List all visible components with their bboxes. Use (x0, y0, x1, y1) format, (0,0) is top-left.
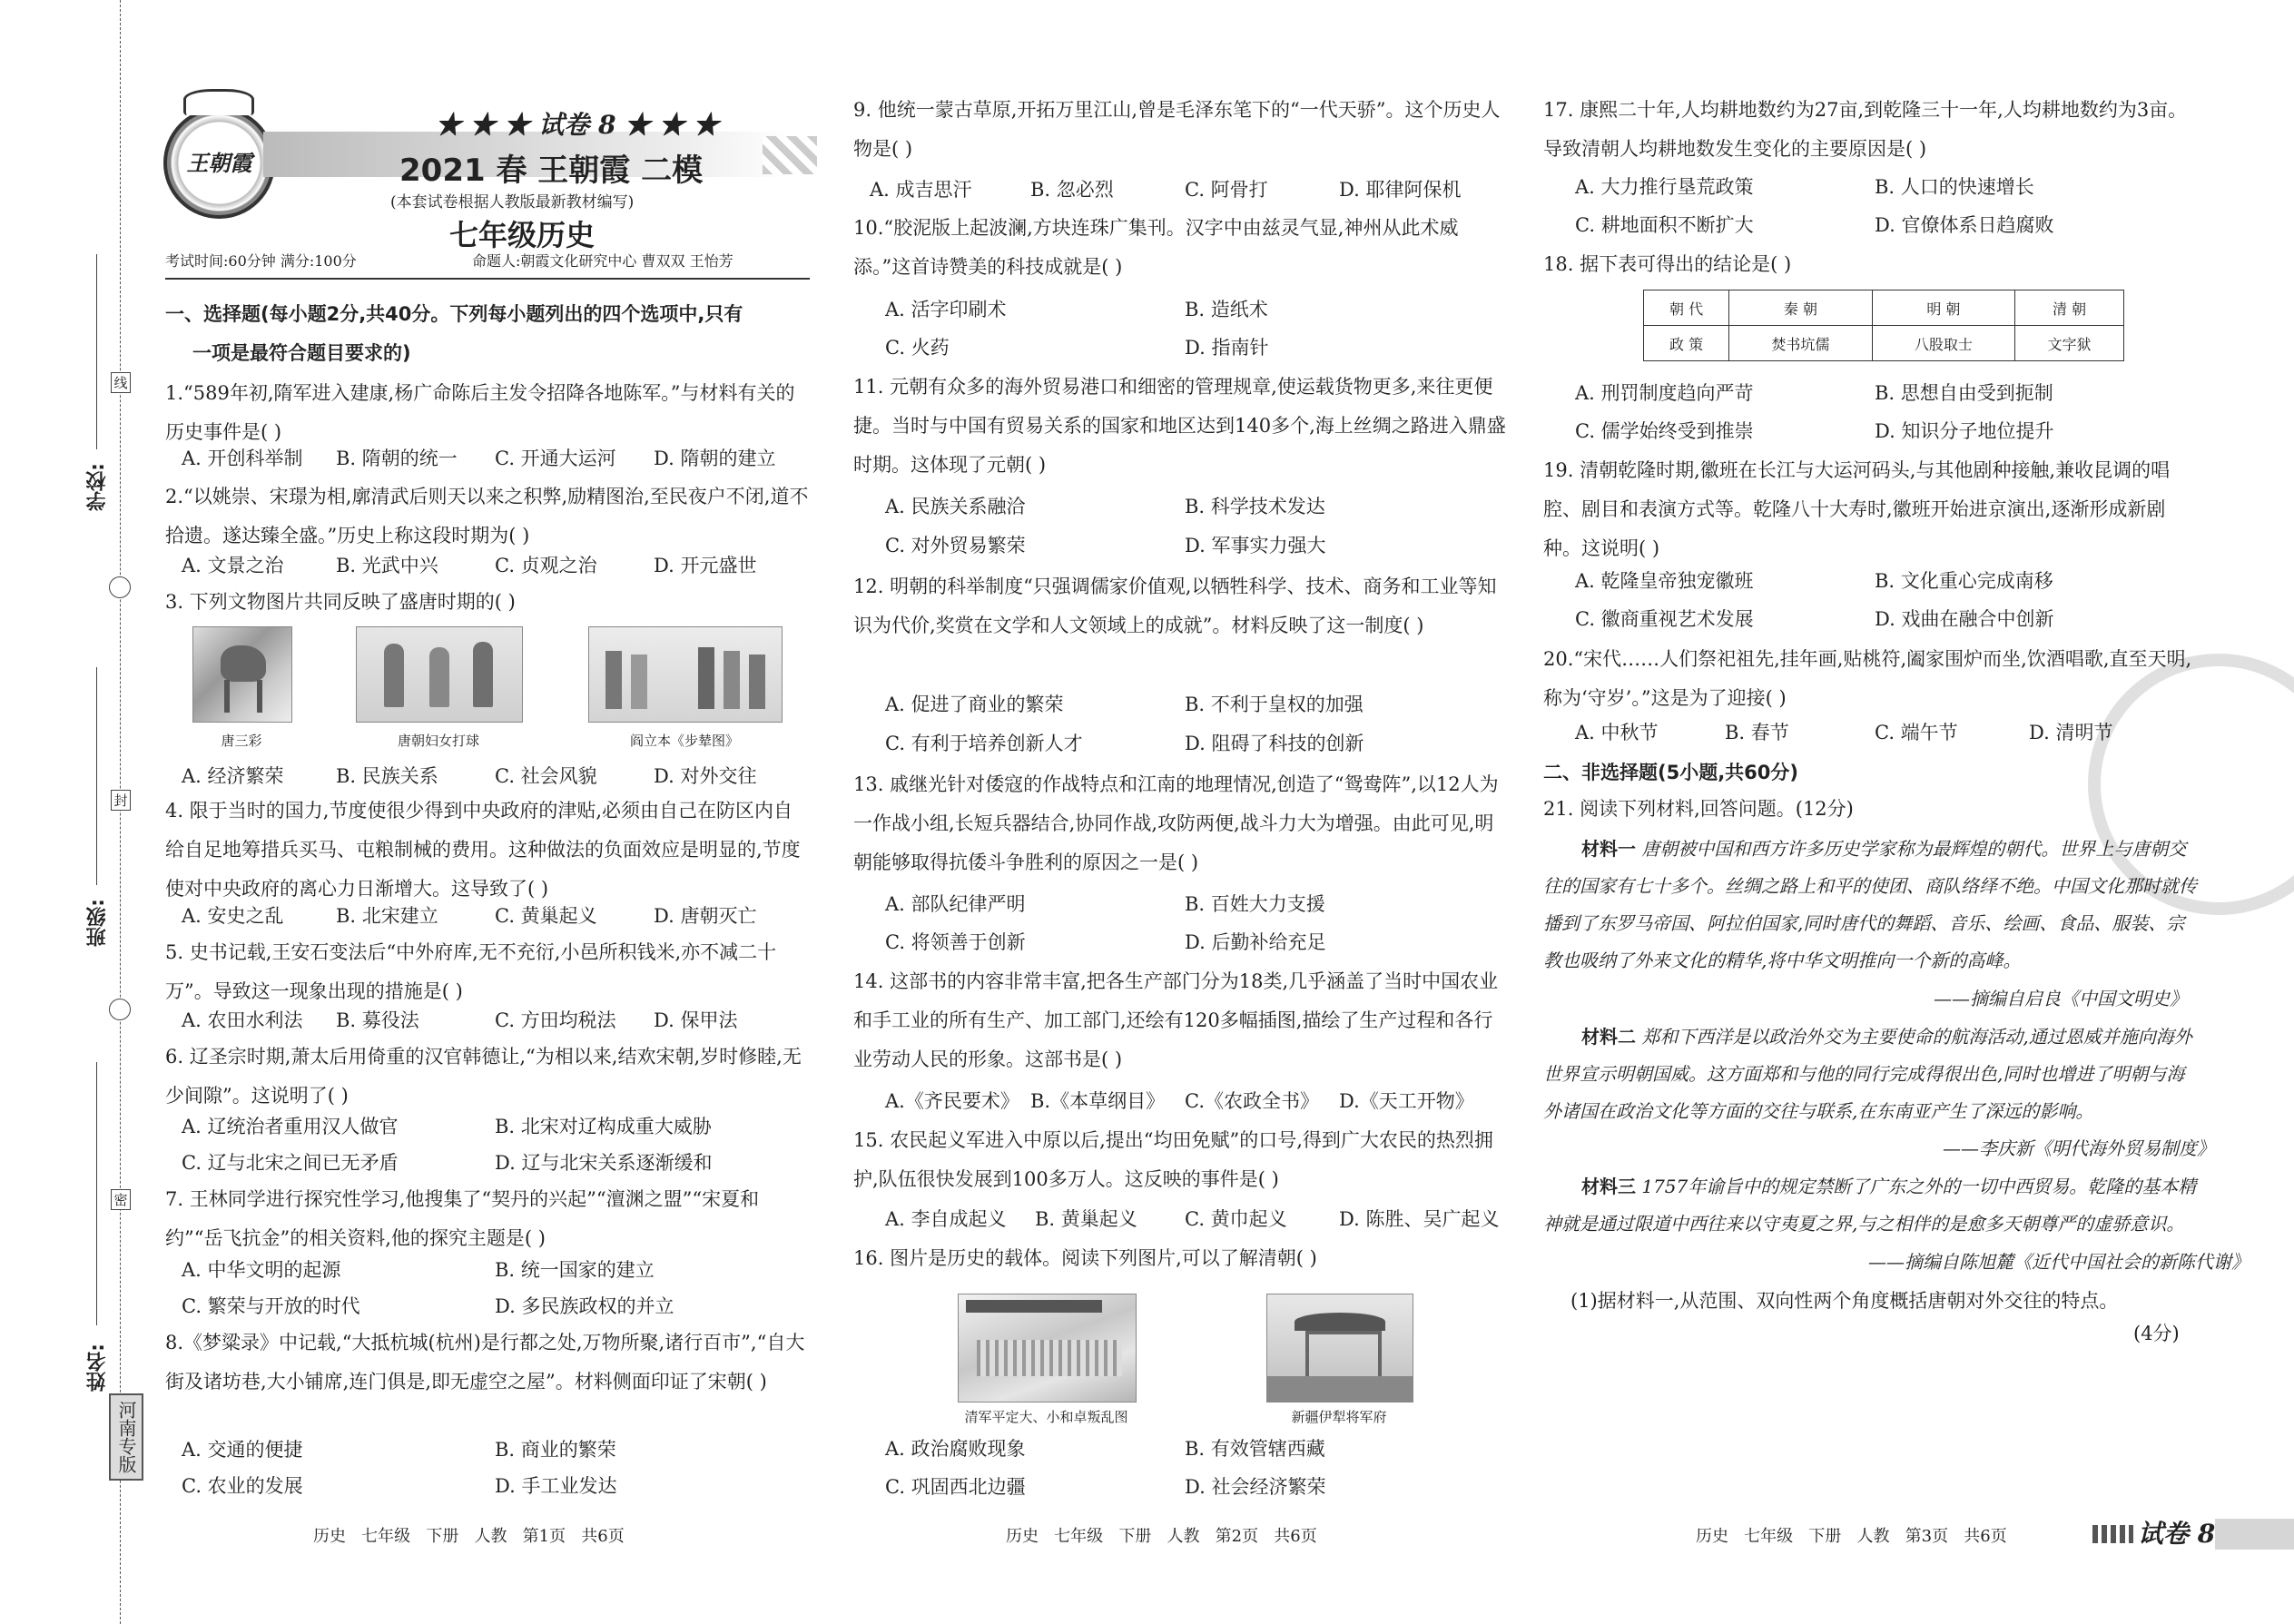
tang-sancai-image (192, 626, 292, 723)
star-icon: ★ ★ ★ (615, 110, 719, 140)
seal-circle-1 (109, 576, 131, 598)
q8-option-b[interactable]: B. 商业的繁荣 (495, 1439, 616, 1461)
question-14: 14. 这部书的内容非常丰富,把各生产部门分为18类,几乎涵盖了当时中国农业和手工业的所有生产、加工部门,还绘有120多幅插图,描绘了生产过程和各行业劳动人民的形象。这部书是( ) (853, 970, 1499, 1070)
q7-option-b[interactable]: B. 统一国家的建立 (495, 1259, 655, 1281)
question-18: 18. 据下表可得出的结论是( ) (1543, 253, 1792, 275)
exam-title: 2021 春 王朝霞 二模 (399, 153, 704, 189)
q9-option-a[interactable]: A. 成吉思汗 (870, 179, 972, 201)
q16-option-a[interactable]: A. 政治腐败现象 (885, 1438, 1026, 1460)
material-label: 材料三 (1581, 1176, 1636, 1197)
women-polo-image (356, 626, 523, 723)
q3-caption-1: 唐三彩 (221, 733, 262, 749)
q12-option-a[interactable]: A. 促进了商业的繁荣 (885, 694, 1064, 715)
table-row (1644, 290, 2124, 326)
footer-page-2: 历史 七年级 下册 人教 第2页 共6页 (1006, 1527, 1317, 1546)
q3-option-b[interactable]: B. 民族关系 (336, 765, 438, 787)
q6-option-a[interactable]: A. 辽统治者重用汉人做官 (182, 1116, 399, 1137)
q3-option-a[interactable]: A. 经济繁荣 (182, 765, 284, 787)
q20-option-a[interactable]: A. 中秋节 (1575, 722, 1659, 743)
table-cell: 焚书坑儒 (1729, 326, 1872, 361)
question-1: 1.“589年初,隋军进入建康,杨广命陈后主发令招降各地陈军。”与材料有关的历史事件是( ) (165, 382, 795, 443)
q3-option-c[interactable]: C. 社会风貌 (495, 765, 597, 787)
question-5: 5. 史书记载,王安石变法后“中外府库,无不充衍,小邑所积钱米,亦不减二十万”。导致这一现象出现的措施是( ) (165, 941, 777, 1002)
footer-page-1: 历史 七年级 下册 人教 第1页 共6页 (313, 1527, 625, 1546)
q15-option-b[interactable]: B. 黄巢起义 (1035, 1208, 1137, 1230)
q10-option-c[interactable]: C. 火药 (885, 337, 950, 359)
q16-option-c[interactable]: C. 巩固西北边疆 (885, 1476, 1026, 1498)
seal-circle-2 (109, 999, 131, 1020)
q2-option-c[interactable]: C. 贞观之治 (495, 555, 597, 576)
q16-option-d[interactable]: D. 社会经济繁荣 (1185, 1476, 1326, 1498)
q18-option-b[interactable]: B. 思想自由受到扼制 (1875, 382, 2053, 404)
binding-strip (36, 0, 136, 1624)
q21-subquestion-1: (1)据材料一,从范围、双向性两个角度概括唐朝对外交往的特点。 (1570, 1290, 2119, 1312)
q16-caption-2: 新疆伊犁将军府 (1291, 1409, 1387, 1425)
q4-option-c[interactable]: C. 黄巢起义 (495, 905, 597, 927)
q12-option-d[interactable]: D. 阻碍了科技的创新 (1185, 733, 1364, 754)
table-cell: 政 策 (1644, 326, 1729, 361)
yili-general-mansion-image (1266, 1294, 1413, 1403)
secret-mark: 密 (111, 1189, 131, 1210)
q6-option-c[interactable]: C. 辽与北宋之间已无矛盾 (182, 1152, 399, 1174)
authors: 命题人:朝霞文化研究中心 曹双双 王怡芳 (472, 252, 733, 270)
q20-option-b[interactable]: B. 春节 (1725, 722, 1789, 743)
qing-battle-map-image (958, 1294, 1137, 1403)
q15-option-c[interactable]: C. 黄巾起义 (1185, 1208, 1287, 1230)
q13-option-d[interactable]: D. 后勤补给充足 (1185, 931, 1326, 953)
q8-option-c[interactable]: C. 农业的发展 (182, 1475, 303, 1497)
seal-mark: 封 (111, 790, 131, 811)
table-cell: 朝 代 (1644, 290, 1729, 326)
material-label: 材料二 (1581, 1026, 1636, 1048)
q15-option-d[interactable]: D. 陈胜、吴广起义 (1339, 1208, 1500, 1230)
question-15: 15. 农民起义军进入中原以后,提出“均田免赋”的口号,得到广大农民的热烈拥护,队伍很快发展到100多万人。这反映的事件是( ) (853, 1129, 1493, 1190)
q13-option-a[interactable]: A. 部队纪律严明 (885, 893, 1026, 915)
q2-option-d[interactable]: D. 开元盛世 (654, 555, 757, 576)
q10-option-d[interactable]: D. 指南针 (1185, 337, 1269, 359)
question-4: 4. 限于当时的国力,节度使很少得到中央政府的津贴,必须由自己在防区内自给自足地筹措兵买马、屯粮制械的费用。这种做法的负面效应是明显的,节度使对中央政府的离心力日渐增大。这导致了( ) (165, 800, 801, 900)
question-19: 19. 清朝乾隆时期,徽班在长江与大运河码头,与其他剧种接触,兼收昆调的唱腔、剧目和表演方式等。乾隆八十大寿时,徽班开始进京演出,逐渐形成新剧种。这说明( ) (1543, 459, 2171, 559)
q16-option-b[interactable]: B. 有效管辖西藏 (1185, 1438, 1325, 1460)
question-17: 17. 康熙二十年,人均耕地数约为27亩,到乾隆三十一年,人均耕地数约为3亩。导致清朝人均耕地数发生变化的主要原因是( ) (1543, 99, 2188, 160)
table-cell: 明 朝 (1872, 290, 2014, 326)
q9-option-d[interactable]: D. 耶律阿保机 (1339, 179, 1462, 201)
footer-page-3: 历史 七年级 下册 人教 第3页 共6页 (1696, 1527, 2007, 1546)
q8-option-d[interactable]: D. 手工业发达 (495, 1475, 617, 1497)
q4-option-a[interactable]: A. 安史之乱 (182, 905, 284, 927)
q3-option-d[interactable]: D. 对外交往 (654, 765, 757, 787)
q16-caption-1: 清军平定大、小和卓叛乱图 (964, 1409, 1128, 1425)
table-cell: 清 朝 (2015, 290, 2124, 326)
footer-badge: 试卷 8 (2138, 1519, 2216, 1549)
q21-material-1: 材料一 唐朝被中国和西方许多历史学家称为最辉煌的朝代。世界上与唐朝交往的国家有七十多个。丝绸之路上和平的使团、商队络绎不绝。中国文化那时就传播到了东罗马帝国、阿拉伯国家,同时唐代的舞蹈、音乐、绘画、食品、服装、宗教也吸纳了外来文化的精华,将中华文明推向一个新的高峰。 (1543, 838, 2197, 971)
q14-option-c[interactable]: C.《农政全书》 (1185, 1090, 1319, 1112)
q21-material-3-source: ——摘编自陈旭麓《近代中国社会的新陈代谢》 (1861, 1244, 2250, 1281)
q12-option-c[interactable]: C. 有利于培养创新人才 (885, 733, 1083, 754)
q18-option-d[interactable]: D. 知识分子地位提升 (1875, 420, 2054, 442)
q10-option-b[interactable]: B. 造纸术 (1185, 299, 1268, 320)
q19-option-d[interactable]: D. 戏曲在融合中创新 (1875, 608, 2054, 630)
q17-option-c[interactable]: C. 耕地面积不断扩大 (1575, 214, 1754, 236)
header-divider (165, 278, 810, 280)
q5-option-d[interactable]: D. 保甲法 (654, 1009, 738, 1031)
bunian-tu-image (588, 626, 783, 723)
question-6: 6. 辽圣宗时期,萧太后用倚重的汉官韩德让,“为相以来,结欢宋朝,岁时修睦,无少间隙”。这说明了( ) (165, 1046, 802, 1107)
school-label: 学校: (86, 463, 109, 511)
section2-heading: 二、非选择题(5小题,共60分) (1543, 762, 1799, 783)
exam-info: 考试时间:60分钟 满分:100分 (165, 252, 357, 270)
q11-option-b[interactable]: B. 科学技术发达 (1185, 496, 1325, 517)
q17-option-b[interactable]: B. 人口的快速增长 (1875, 176, 2034, 198)
table-cell: 文字狱 (2015, 326, 2124, 361)
question-21: 21. 阅读下列材料,回答问题。(12分) (1543, 798, 1854, 820)
question-2: 2.“以姚崇、宋璟为相,廓清武后则天以来之积弊,励精图治,至民夜户不闭,道不拾遗。遂达臻全盛。”历史上称这段时期为( ) (165, 486, 809, 546)
q20-option-c[interactable]: C. 端午节 (1875, 722, 1958, 743)
q19-option-a[interactable]: A. 乾隆皇帝独宠徽班 (1575, 570, 1754, 592)
line-mark: 线 (111, 372, 131, 393)
series-label: ★ ★ ★ 试卷 8 ★ ★ ★ (436, 110, 719, 140)
q1-option-c[interactable]: C. 开通大运河 (495, 448, 616, 469)
q6-option-b[interactable]: B. 北宋对辽构成重大威胁 (495, 1116, 712, 1137)
q4-option-b[interactable]: B. 北宋建立 (336, 905, 438, 927)
subject-title: 七年级历史 (449, 218, 596, 252)
question-11: 11. 元朝有众多的海外贸易港口和细密的管理规章,使运载货物更多,来往更便捷。当时与中国有贸易关系的国家和地区达到140多个,海上丝绸之路进入鼎盛时期。这体现了元朝( ) (853, 376, 1506, 476)
q2-option-b[interactable]: B. 光武中兴 (336, 555, 438, 576)
q21-subquestion-1-score: (4分) (2133, 1323, 2180, 1344)
q6-option-d[interactable]: D. 辽与北宋关系逐渐缓和 (495, 1152, 713, 1174)
class-label: 班级: (86, 899, 109, 947)
question-9: 9. 他统一蒙古草原,开拓万里江山,曾是毛泽东笔下的“一代天骄”。这个历史人物是( ) (853, 99, 1501, 160)
q17-option-d[interactable]: D. 官僚体系日趋腐败 (1875, 214, 2054, 236)
q13-option-c[interactable]: C. 将领善于创新 (885, 931, 1026, 953)
q11-option-d[interactable]: D. 军事实力强大 (1185, 535, 1326, 556)
q2-option-a[interactable]: A. 文景之治 (182, 555, 284, 576)
question-8: 8.《梦粱录》中记载,“大抵杭城(杭州)是行都之处,万物所聚,诸行百市”,“自大街及诸坊巷,大小铺席,连门俱是,即无虚空之屋”。材料侧面印证了宋朝( ) (165, 1332, 805, 1393)
material-label: 材料一 (1581, 838, 1636, 860)
question-3: 3. 下列文物图片共同反映了盛唐时期的( ) (165, 591, 516, 613)
q10-option-a[interactable]: A. 活字印刷术 (885, 299, 1007, 320)
q12-option-b[interactable]: B. 不利于皇权的加强 (1185, 694, 1364, 715)
q1-option-d[interactable]: D. 隋朝的建立 (654, 448, 776, 469)
q21-material-1-source: ——摘编自启良《中国文明史》 (1934, 988, 2188, 1009)
q18-option-a[interactable]: A. 刑罚制度趋向严苛 (1575, 382, 1754, 404)
table-cell: 八股取士 (1872, 326, 2014, 361)
question-13: 13. 戚继光针对倭寇的作战特点和江南的地理情况,创造了“鸳鸯阵”,以12人为一作战小组,长短兵器结合,协同作战,攻防两便,战斗力大为增强。由此可见,明朝能够取得抗倭斗争胜利的原因之一是( ) (853, 773, 1499, 873)
q5-option-c[interactable]: C. 方田均税法 (495, 1009, 616, 1031)
q7-option-c[interactable]: C. 繁荣与开放的时代 (182, 1295, 360, 1317)
logo: 王朝霞 (163, 107, 275, 219)
question-10: 10.“胶泥版上起波澜,方块连珠广集刊。汉字中由兹灵气显,神州从此术威添。”这首诗赞美的科技成就是( ) (853, 217, 1459, 278)
q17-option-a[interactable]: A. 大力推行垦荒政策 (1575, 176, 1754, 198)
question-16: 16. 图片是历史的载体。阅读下列图片,可以了解清朝( ) (853, 1247, 1317, 1269)
q21-material-2-source: ——李庆新《明代海外贸易制度》 (1943, 1137, 2215, 1159)
crown-icon (183, 89, 254, 115)
q19-option-c[interactable]: C. 徽商重视艺术发展 (1575, 608, 1754, 630)
q5-option-a[interactable]: A. 农田水利法 (182, 1009, 303, 1031)
q21-material-3: 材料三 1757年谕旨中的规定禁断了广东之外的一切中西贸易。乾隆的基本精神就是通过限道中西往来以守夷夏之界,与之相伴的是愈多天朝尊严的虚骄意识。 (1543, 1176, 2197, 1235)
q7-option-a[interactable]: A. 中华文明的起源 (182, 1259, 341, 1281)
q11-option-c[interactable]: C. 对外贸易繁荣 (885, 535, 1026, 556)
q21-material-2: 材料二 郑和下西洋是以政治外交为主要使命的航海活动,通过恩威并施向海外世界宣示明朝国威。这方面郑和与他的同行完成得很出色,同时也增进了明朝与海外诸国在政治文化等方面的交往与联系,在东南亚产生了深远的影响。 (1543, 1026, 2192, 1122)
table-cell: 秦 朝 (1729, 290, 1872, 326)
checker-decoration (763, 136, 817, 174)
q15-option-a[interactable]: A. 李自成起义 (885, 1208, 1007, 1230)
footer-badge-bar (2215, 1519, 2294, 1550)
q9-option-b[interactable]: B. 忽必烈 (1030, 179, 1114, 201)
q20-option-d[interactable]: D. 清明节 (2029, 722, 2113, 743)
q14-option-b[interactable]: B.《本草纲目》 (1030, 1090, 1166, 1112)
question-20: 20.“宋代……人们祭祀祖先,挂年画,贴桃符,阖家围炉而坐,饮酒唱歌,直至天明,称为‘守岁’。”这是为了迎接( ) (1543, 648, 2192, 709)
q9-option-c[interactable]: C. 阿骨打 (1185, 179, 1268, 201)
q4-option-d[interactable]: D. 唐朝灭亡 (654, 905, 757, 927)
exam-subtitle: (本套试卷根据人教版最新教材编写) (390, 193, 635, 212)
q18-table (1643, 290, 2124, 361)
section1-heading-cont: 一项是最符合题目要求的) (192, 342, 411, 364)
q7-option-d[interactable]: D. 多民族政权的并立 (495, 1295, 674, 1317)
q5-option-b[interactable]: B. 募役法 (336, 1009, 419, 1031)
question-12: 12. 明朝的科举制度“只强调儒家价值观,以牺牲科学、技术、商务和工业等知识为代价,奖赏在文学和人文领域上的成就”。材料反映了这一制度( ) (853, 576, 1497, 636)
q18-option-c[interactable]: C. 儒学始终受到推崇 (1575, 420, 1754, 442)
q8-option-a[interactable]: A. 交通的便捷 (182, 1439, 303, 1461)
q14-option-a[interactable]: A.《齐民要术》 (885, 1090, 1019, 1112)
star-icon: ★ ★ ★ (436, 110, 539, 140)
region-badge: 河南专版 (109, 1393, 143, 1481)
q3-caption-2: 唐朝妇女打球 (397, 733, 479, 749)
q11-option-a[interactable]: A. 民族关系融洽 (885, 496, 1026, 517)
question-7: 7. 王林同学进行探究性学习,他搜集了“契丹的兴起”“澶渊之盟”“宋夏和约”“岳飞抗金”的相关资料,他的探究主题是( ) (165, 1188, 760, 1249)
q19-option-b[interactable]: B. 文化重心完成南移 (1875, 570, 2053, 592)
q1-option-a[interactable]: A. 开创科举制 (182, 448, 303, 469)
footer-badge-decoration (2092, 1525, 2133, 1543)
q1-option-b[interactable]: B. 隋朝的统一 (336, 448, 458, 469)
name-label: 姓名: (86, 1343, 109, 1392)
q3-caption-3: 阎立本《步辇图》 (629, 733, 739, 749)
table-row (1644, 326, 2124, 361)
q13-option-b[interactable]: B. 百姓大力支援 (1185, 893, 1325, 915)
q14-option-d[interactable]: D.《天工开物》 (1339, 1090, 1474, 1112)
section1-heading: 一、选择题(每小题2分,共40分。下列每小题列出的四个选项中,只有 (165, 303, 743, 325)
